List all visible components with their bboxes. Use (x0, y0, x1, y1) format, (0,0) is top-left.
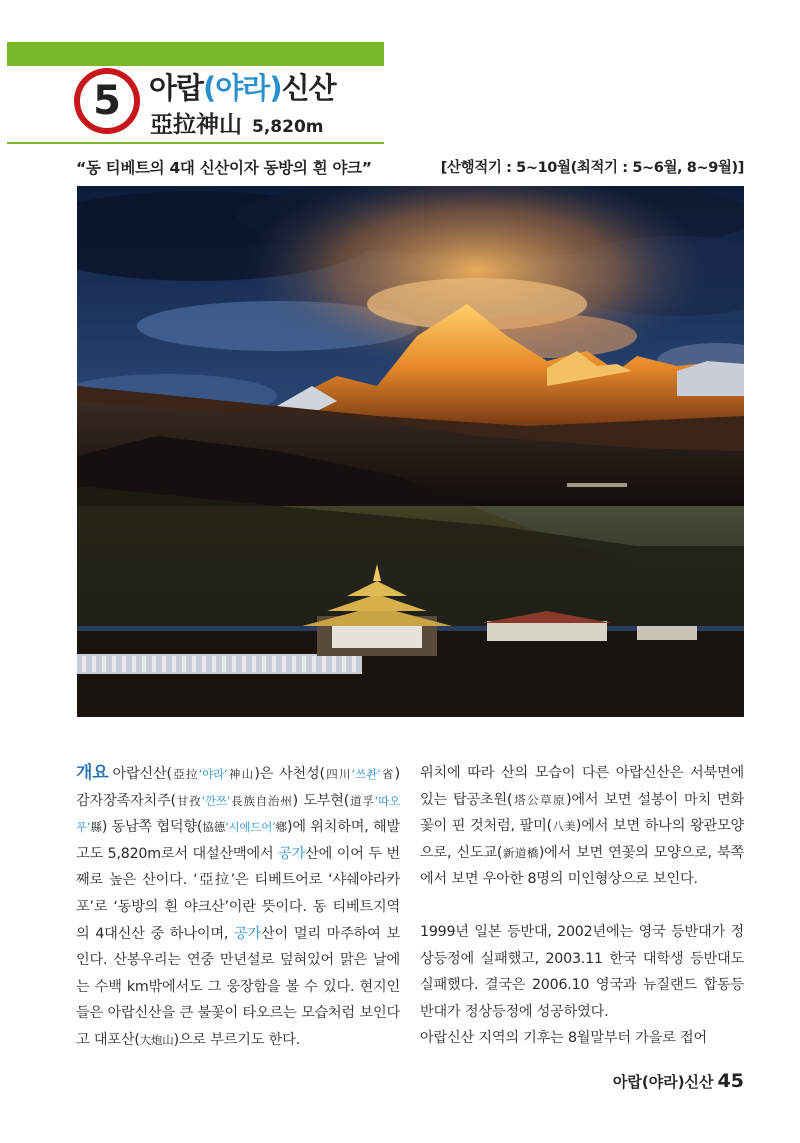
hanja-run: 八美 (551, 819, 576, 834)
text-run: )에서 보면 설봉이 마치 면화 꽃이 핀 것처럼, 팔미( (420, 791, 744, 835)
expedition-paragraph: 1999년 일본 등반대, 2002년에는 영국 등반대가 정상등정에 실패했고, 2003.11 한국 대학생 등반대도 실패했다. 결국은 2006.10 영국과 뉴질랜드 합동등반대가 정상등정에 성공하였다. (420, 923, 744, 1020)
text-run: 아랍신산( (112, 766, 172, 782)
chapter-number: 5 (80, 74, 134, 128)
reading-run: ‘야라’ (198, 767, 228, 781)
page-title (149, 66, 336, 107)
reading-run: ‘쓰촨’ (351, 767, 381, 781)
text-run: )에서 보면 하나의 왕관모양으로, 신도교( (420, 818, 744, 861)
overview-paragraph (76, 760, 400, 1054)
hanja-run: 亞拉 (171, 767, 199, 781)
text-run: )에서 보면 연꽃의 모양으로, 북쪽에서 보면 우아한 8명의 미인형상으로 보인다. (420, 844, 745, 888)
climbing-season: [산행적기 : 5~10월(최적기 : 5~6월, 8~9월)] (440, 160, 744, 176)
hanja-run: 鄕 (275, 820, 288, 835)
mountain-photo (77, 186, 744, 717)
title-chinese (150, 106, 324, 139)
hanja-run: 塔公草原 (512, 792, 567, 807)
reading-run: ‘따오푸’ (76, 793, 400, 835)
paragraph-gap (420, 893, 744, 919)
subtitle-quote: “동 티베트의 4대 신산이자 동방의 흰 야크” (76, 159, 372, 177)
title-part-suffix: 신산 (281, 71, 336, 105)
text-run: 산에 이어 두 번째로 높은 산이다. ‘亞拉’은 티베트어로 ‘샤쉐야라카포’로 ‘동방의 흰 야크산’이란 뜻이다. 동 티베트지역의 4대신산 중 하나이며, (76, 845, 400, 942)
text-run: ) 동남쪽 협덕향( (101, 819, 203, 836)
reading-run: ‘시에드어’ (225, 820, 276, 835)
altitude: 5,820m (252, 117, 324, 137)
text-run: )에 위치하며, 해발고도 5,820m로서 대설산맥에서 (76, 819, 400, 862)
footer-label: 아랍(야라)신산 (612, 1073, 714, 1091)
hanja-run: 甘孜 (175, 793, 202, 808)
highlight-run: 공가 (233, 925, 261, 942)
text-run: 위치에 따라 산의 모습이 다른 아랍신산은 서북면에 있는 탑공초원( (420, 765, 744, 808)
header-divider (7, 142, 384, 144)
title-hanja: 亞拉神山 (150, 112, 242, 138)
text-run: ) 도부현( (292, 792, 350, 809)
hanja-run: 神山 (227, 767, 255, 781)
title-part-paren: (야라) (203, 71, 282, 105)
hanja-run: 省 (380, 767, 395, 781)
hanja-run: 新道橋 (502, 845, 539, 860)
appearance-paragraph (420, 760, 744, 893)
hanja-run: 道孚 (349, 793, 375, 808)
page-footer (613, 1070, 744, 1092)
climate-paragraph: 아랍신산 지역의 기후는 8월말부터 가을로 접어 (420, 1030, 707, 1047)
text-run: )으로 부르기도 한다. (173, 1031, 300, 1048)
hanja-run: 長族自治州 (230, 793, 293, 808)
text-run: ) 감자장족자치주( (76, 766, 400, 809)
body-left-column (76, 760, 400, 1054)
title-part-main: 아랍 (149, 71, 204, 105)
highlight-run: 공가 (278, 845, 306, 862)
text-run: )은 사천성( (254, 766, 325, 782)
chapter-number-badge (74, 68, 140, 134)
hanja-run: 四川 (324, 767, 352, 781)
reading-run: ‘깐쯔’ (201, 793, 231, 808)
header-green-bar (7, 42, 384, 66)
hanja-run: 大炮山 (139, 1032, 174, 1047)
text-run: 산이 멀리 마주하여 보인다. 산봉우리는 연중 만년설로 덮혀있어 맑은 날에는 수백 km밖에서도 그 웅장함을 볼 수 있다. 현지인들은 아랍신산을 큰 불꽃이 타오르는 모습처럼 보인다고 대포산( (76, 925, 400, 1048)
body-right-column (420, 760, 744, 1052)
overview-label: 개요 (76, 763, 109, 783)
hanja-run: 縣 (90, 820, 102, 835)
hanja-run: 協德 (202, 820, 226, 835)
page-number: 45 (717, 1070, 744, 1092)
